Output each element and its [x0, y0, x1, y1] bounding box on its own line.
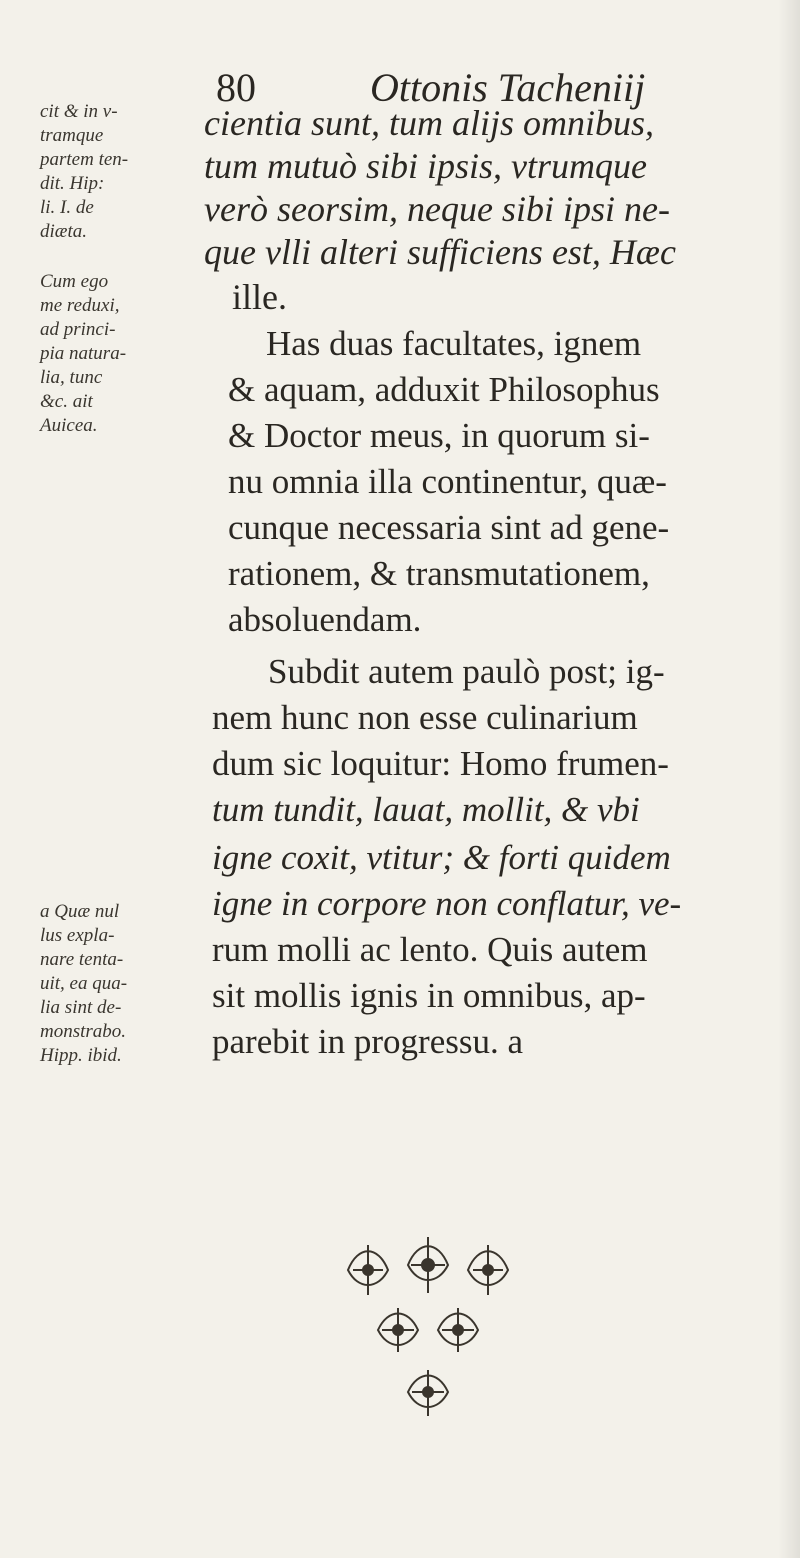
margin-line: lia, tunc: [40, 367, 103, 388]
margin-line: cit & in v-: [40, 101, 118, 122]
margin-line: pia natura-: [40, 343, 127, 364]
text-line: & Doctor meus, in quorum si-: [228, 416, 650, 455]
text-line: ille.: [232, 277, 287, 317]
text-line: sit mollis ignis in omnibus, ap-: [212, 976, 646, 1015]
margin-line: &c. ait: [40, 391, 93, 412]
ornament-flourish: [438, 1308, 478, 1352]
margin-line: Hipp. ibid.: [40, 1045, 122, 1066]
margin-line: Auicea.: [40, 415, 98, 436]
margin-line: partem ten-: [40, 149, 129, 170]
margin-note-2: [40, 270, 200, 438]
ornament-flourish: [348, 1245, 388, 1295]
text-line: igne in corpore non conflatur, ve-: [212, 884, 682, 923]
running-head: Ottonis Tacheniij: [370, 65, 646, 110]
text-line: tum tundit, lauat, mollit, & vbi: [212, 790, 640, 829]
margin-line: li. I. de: [40, 197, 94, 218]
text-line: dum sic loquitur: Homo frumen-: [212, 744, 669, 783]
margin-line: diæta.: [40, 221, 87, 242]
margin-line: lus expla-: [40, 925, 115, 946]
margin-line: tramque: [40, 125, 104, 146]
ornament-flourish: [408, 1370, 448, 1416]
text-line: igne coxit, vtitur; & forti quidem: [212, 838, 671, 877]
margin-note-3: [40, 900, 200, 1068]
text-line: verò seorsim, neque sibi ipsi ne-: [204, 189, 670, 229]
margin-line: uit, ea qua-: [40, 973, 128, 994]
ornament-flourish: [408, 1237, 448, 1293]
margin-note-1: [40, 100, 200, 244]
text-line: Has duas facultates, ignem: [266, 324, 642, 363]
text-line: absoluendam.: [228, 600, 422, 639]
margin-line: a Quæ nul: [40, 901, 120, 922]
margin-line: nare tenta-: [40, 949, 124, 970]
text-line: rum molli ac lento. Quis autem: [212, 930, 648, 969]
margin-line: ad princi-: [40, 319, 116, 340]
margin-line: monstrabo.: [40, 1021, 127, 1042]
text-line: nu omnia illa continentur, quæ-: [228, 462, 667, 501]
text-line: cientia sunt, tum alijs omnibus,: [204, 103, 654, 143]
text-line: rationem, & transmutationem,: [228, 554, 650, 593]
page-number: 80: [216, 65, 256, 110]
text-line: nem hunc non esse culinarium: [212, 698, 638, 737]
margin-line: dit. Hip:: [40, 173, 105, 194]
floral-ornament: [330, 1230, 530, 1430]
text-line: parebit in progressu. a: [212, 1022, 524, 1061]
page-edge-shadow: [778, 0, 800, 1558]
margin-line: lia sint de-: [40, 997, 122, 1018]
text-line: & aquam, adduxit Philosophus: [228, 370, 660, 409]
margin-line: Cum ego: [40, 271, 109, 292]
text-line: tum mutuò sibi ipsis, vtrumque: [204, 146, 648, 186]
ornament-flourish: [468, 1245, 508, 1295]
text-line: Subdit autem paulò post; ig-: [268, 652, 665, 691]
text-line: cunque necessaria sint ad gene-: [228, 508, 670, 547]
text-line: que vlli alteri sufficiens est, Hæc: [204, 232, 676, 272]
margin-line: me reduxi,: [40, 295, 120, 316]
ornament-flourish: [378, 1308, 418, 1352]
